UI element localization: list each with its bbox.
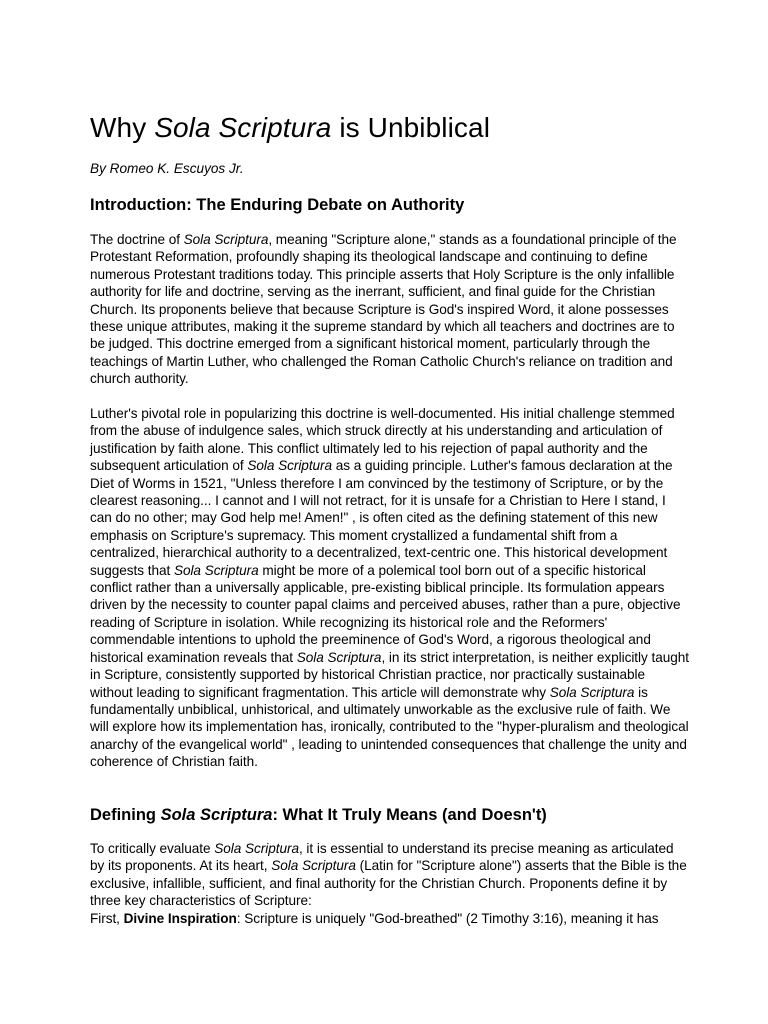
title-text-post: is Unbiblical [331,112,491,143]
intro-paragraph-1: The doctrine of Sola Scriptura, meaning "Scripture alone," stands as a foundational principle of the Protestant Reformation, profoundly shaping its theological landscape and continuing to define numerous Protestant traditions today. This principle asserts that Holy Scripture is the only infallible authority for life and doctrine, serving as the inerrant, sufficient, and final guide for the Christian Church. Its proponents believe that because Scripture is God's inspired Word, it alone possesses these unique attributes, making it the supreme standard by which all teachers and doctrines are to be judged. This doctrine emerged from a significant historical moment, particularly through the teachings of Martin Luther, who challenged the Roman Catholic Church's reliance on tradition and church authority. [90,232,677,387]
bold-term-divine-inspiration: Divine Inspiration [123,910,237,926]
title-text-italic: Sola Scriptura [154,112,332,143]
author-byline: By Romeo K. Escuyos Jr. [90,161,244,176]
title-text-pre: Why [90,112,155,143]
defining-paragraph-1: To critically evaluate Sola Scriptura, it is essential to understand its precise meaning as articulated by its proponents. At its heart, Sola Scriptura (Latin for "Scripture alone") asserts that the Bible is the exclusive, infallible, sufficient, and final authority for the Christian Church. Proponents define it by three key characteristics of Scripture: First, Divine Inspiration: Scripture is uniquely "God-breathed" (2 Timothy 3:16), meaning it has [90,841,687,926]
section-heading-introduction: Introduction: The Enduring Debate on Authority [90,196,465,214]
document-title [90,111,490,145]
intro-paragraph-2: Luther's pivotal role in popularizing this doctrine is well-documented. His initial challenge stemmed from the abuse of indulgence sales, which struck directly at his understanding and articulation of justification by faith alone. This conflict ultimately led to his rejection of papal authority and the subsequent articulation of Sola Scriptura as a guiding principle. Luther's famous declaration at the Diet of Worms in 1521, "Unless therefore I am convinced by the testimony of Scripture, or by the clearest reasoning... I cannot and I will not retract, for it is unsafe for a Christian to Here I stand, I can do no other; may God help me! Amen!" , is often cited as the defining statement of this new emphasis on Scripture's supremacy. This moment crystallized a fundamental shift from a centralized, hierarchical authority to a decentralized, text-centric one. This historical development suggests that Sola Scriptura might be more of a polemical tool born out of a specific historical conflict rather than a universally applicable, pre-existing biblical principle. Its formulation appears driven by the necessity to counter papal claims and perceived abuses, rather than a pure, objective reading of Scripture in isolation. While recognizing its historical role and the Reformers' commendable intentions to uphold the preeminence of God's Word, a rigorous theological and historical examination reveals that Sola Scriptura, in its strict interpretation, is neither explicitly taught in Scripture, consistently supported by historical Christian practice, nor practically sustainable without leading to significant fragmentation. This article will demonstrate why Sola Scriptura is fundamentally unbiblical, unhistorical, and ultimately unworkable as the exclusive rule of faith. We will explore how its implementation has, ironically, contributed to the "hyper-pluralism and theological anarchy of the evangelical world" , leading to unintended consequences that challenge the unity and coherence of Christian faith. [90,406,689,770]
section-heading-defining: Defining Sola Scriptura: What It Truly Means (and Doesn't) [90,806,547,824]
